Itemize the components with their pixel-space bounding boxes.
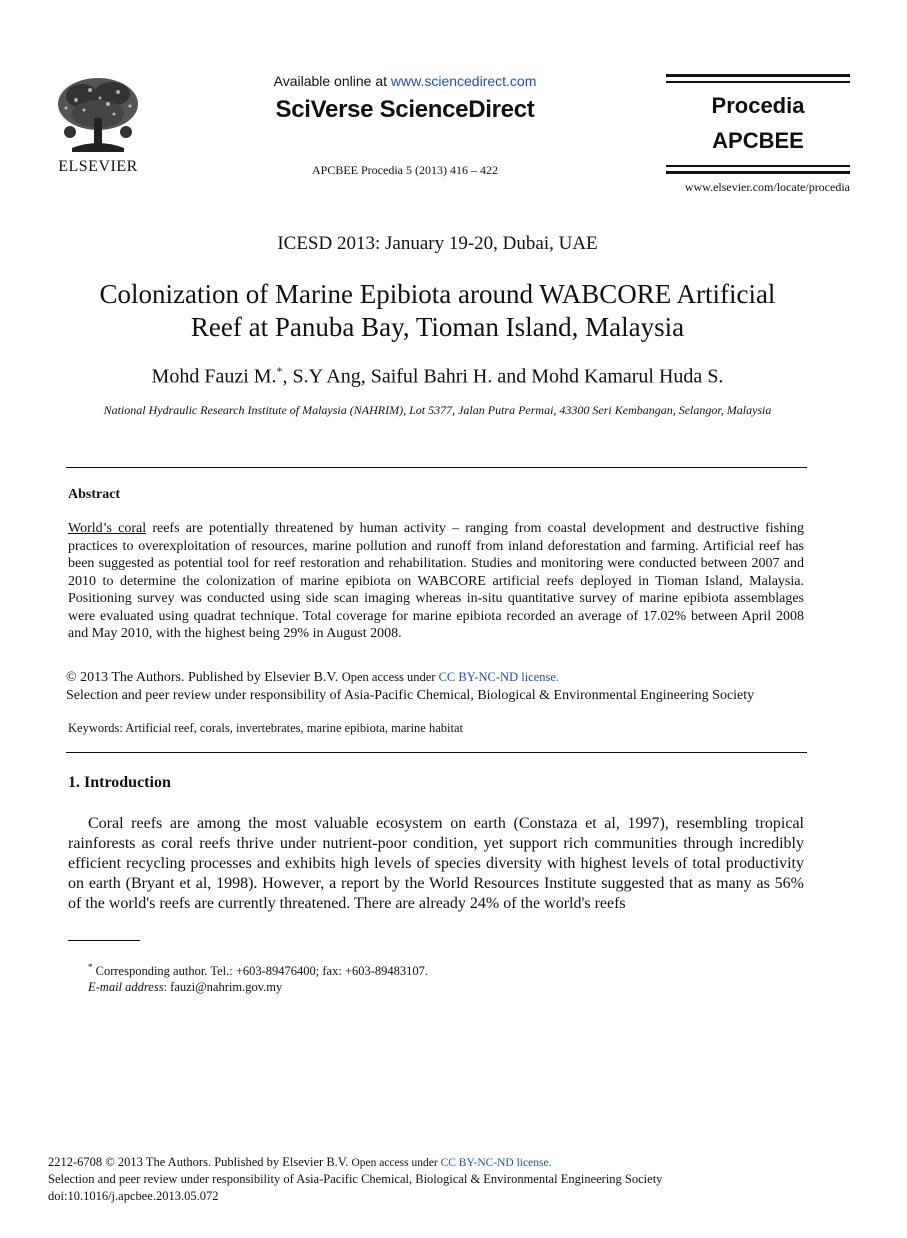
email-value[interactable]: : fauzi@nahrim.gov.my	[163, 980, 283, 994]
title-line-1: Colonization of Marine Epibiota around WABCORE Artificial	[99, 279, 776, 309]
available-prefix: Available online at	[273, 73, 391, 89]
journal-name-line2: APCBEE	[712, 128, 804, 153]
introduction-text: Coral reefs are among the most valuable ecosystem on earth (Constaza et al, 1997), resembling tropical rainforests as coral reefs thrive under nutrient-poor condition, yet support rich communities through incredibly efficient recycling processes and exhibits high levels of species diversity with highest levels of total productivity on earth (Bryant et al, 1998). However, a report by the World Resources Institute suggested that as many as 56% of the world's reefs are currently threatened. There are already 24% of the world's reefs	[68, 815, 804, 912]
copyright-text: © 2013 The Authors. Published by Elsevier B.V.	[66, 670, 342, 685]
journal-name-line1: Procedia	[711, 93, 805, 118]
conference-line: ICESD 2013: January 19-20, Dubai, UAE	[277, 233, 598, 254]
journal-rule-top	[666, 74, 850, 77]
platform-name: SciVerse ScienceDirect	[275, 96, 535, 123]
footnote-contact: Corresponding author. Tel.: +603-89476400; fax: +603-89483107.	[92, 964, 429, 979]
authors	[60, 364, 815, 389]
author-star[interactable]: *	[276, 364, 283, 378]
section-heading-introduction: 1. Introduction	[68, 774, 171, 791]
keywords: Keywords: Artificial reef, corals, invertebrates, marine epibiota, marine habitat	[68, 721, 463, 735]
copyright-line2: Selection and peer review under responsibility of Asia-Pacific Chemical, Biological & Environmental Engineering Society	[66, 688, 755, 703]
abstract-text	[68, 520, 804, 643]
footer-doi[interactable]: doi:10.1016/j.apcbee.2013.05.072	[48, 1189, 219, 1203]
author-first: Mohd Fauzi M.	[151, 365, 277, 388]
footnote-rule	[68, 940, 140, 941]
abstract-lead: World’s coral	[68, 521, 147, 536]
journal-rule-bottom	[666, 165, 850, 167]
authors-rest: , S.Y Ang, Saiful Bahri H. and Mohd Kamarul Huda S.	[282, 365, 724, 388]
affiliation: National Hydraulic Research Institute of Malaysia (NAHRIM), Lot 5377, Jalan Putra Permai, 43300 Seri Kembangan, Selangor, Malaysia	[103, 403, 772, 417]
footer-line1	[48, 1155, 868, 1170]
footnote-email	[88, 980, 282, 995]
email-label: E-mail address	[88, 980, 164, 994]
license-link[interactable]: CC BY-NC-ND license.	[438, 670, 560, 684]
footnote-corresponding	[88, 962, 428, 979]
footnote-star: *	[88, 962, 93, 972]
article-title	[60, 278, 815, 344]
abstract-heading: Abstract	[68, 487, 121, 502]
abstract-body: reefs are potentially threatened by human activity – ranging from coastal development and destructive fishing practices to overexploitation of resources, marine pollution and runoff from inland deforestation and farming. Artificial reef has been suggested as potential tool for reef restoration and rehabilitation. Studies and monitoring were conducted between 2007 and 2010 to determine the colonization of marine epibiota on WABCORE artificial reefs deployed in Tioman Island, Malaysia. Positioning survey was conducted using side scan imaging whereas in-situ quantitative survey of marine epibiota assemblages were evaluated using quadrat technique. Total coverage for marine epibiota recorded an average of 17.02% between April 2008 and May 2010, with the highest being 29% in August 2008.	[68, 521, 804, 641]
open-access-text: Open access under	[341, 670, 439, 684]
footer-open-access: Open access under	[351, 1157, 441, 1169]
available-online	[230, 73, 580, 89]
publisher-name: ELSEVIER	[58, 158, 138, 175]
journal-rule-bottom2	[666, 171, 850, 174]
footer-line2: Selection and peer review under responsibility of Asia-Pacific Chemical, Biological & Environmental Engineering Society	[48, 1172, 663, 1186]
journal-rule-top2	[666, 81, 850, 83]
sciencedirect-link[interactable]: www.sciencedirect.com	[390, 73, 537, 89]
copyright-block	[66, 668, 816, 705]
footer-issn: 2212-6708 © 2013 The Authors. Published by Elsevier B.V.	[48, 1155, 352, 1169]
journal-url[interactable]: www.elsevier.com/locate/procedia	[684, 180, 850, 194]
divider-top	[66, 467, 807, 468]
footer-license-link[interactable]: CC BY-NC-ND license.	[440, 1157, 552, 1169]
title-line-2: Reef at Panuba Bay, Tioman Island, Malaysia	[190, 312, 685, 342]
divider-bottom	[66, 752, 807, 753]
journal-reference: APCBEE Procedia 5 (2013) 416 – 422	[312, 163, 498, 177]
copyright-line1	[66, 668, 816, 687]
tree-icon	[52, 74, 144, 158]
